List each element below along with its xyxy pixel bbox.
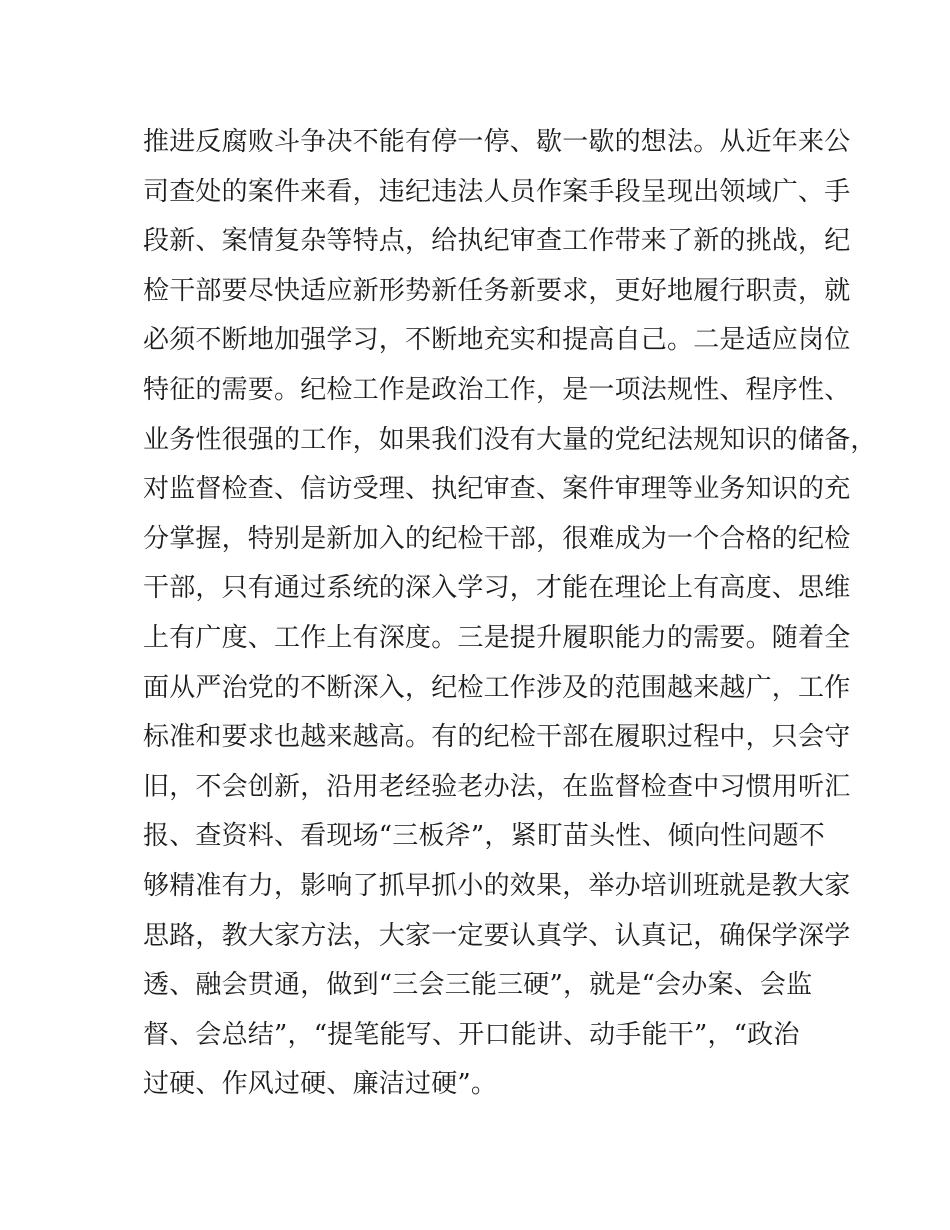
paragraph-line: 上有广度、工作上有深度。三是提升履职能力的需要。随着全	[143, 622, 851, 653]
paragraph-line: 旧，不会创新，沿用老经验老办法，在监督检查中习惯用听汇	[143, 771, 851, 802]
paragraph-line: 够精准有力，影响了抓早抓小的效果，举办培训班就是教大家	[143, 870, 851, 901]
body-paragraph	[143, 118, 877, 1110]
paragraph-line: 司查处的案件来看，违纪违法人员作案手段呈现出领域广、手	[143, 176, 851, 207]
paragraph-line: 推进反腐败斗争决不能有停一停、歇一歇的想法。从近年来公	[143, 127, 851, 157]
paragraph-line: 检干部要尽快适应新形势新任务新要求，更好地履行职责，就	[143, 275, 851, 306]
paragraph-line: 督、会总结”，“提笔能写、开口能讲、动手能干”，“政治	[143, 1019, 800, 1050]
paragraph-line: 过硬、作风过硬、廉洁过硬”。	[143, 1069, 498, 1100]
paragraph-line: 必须不断地加强学习，不断地充实和提高自己。二是适应岗位	[143, 325, 851, 356]
paragraph-line: 段新、案情复杂等特点，给执纪审查工作带来了新的挑战，纪	[143, 226, 851, 257]
paragraph-line: 面从严治党的不断深入，纪检工作涉及的范围越来越广，工作	[143, 672, 851, 703]
paragraph-line: 标准和要求也越来越高。有的纪检干部在履职过程中，只会守	[143, 722, 851, 753]
paragraph-line: 干部，只有通过系统的深入学习，才能在理论上有高度、思维	[143, 573, 851, 604]
paragraph-line: 分掌握，特别是新加入的纪检干部，很难成为一个合格的纪检	[143, 523, 851, 554]
paragraph-line: 对监督检查、信访受理、执纪审查、案件审理等业务知识的充	[143, 474, 851, 505]
paragraph-line: 思路，教大家方法，大家一定要认真学、认真记，确保学深学	[143, 920, 851, 951]
paragraph-line: 报、查资料、看现场“三板斧”，紧盯苗头性、倾向性问题不	[143, 821, 825, 852]
paragraph-line: 业务性很强的工作，如果我们没有大量的党纪法规知识的储备，	[143, 424, 877, 455]
paragraph-line: 透、融会贯通，做到“三会三能三硬”，就是“会办案、会监	[143, 970, 813, 1001]
paragraph-line: 特征的需要。纪检工作是政治工作，是一项法规性、程序性、	[143, 374, 851, 405]
